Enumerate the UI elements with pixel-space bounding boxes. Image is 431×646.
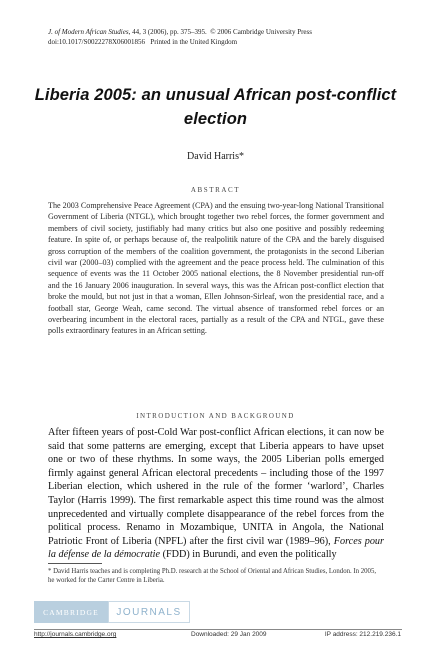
body-tail-text: (FDD) in Burundi, and even the politically <box>160 549 337 561</box>
abstract-text: The 2003 Comprehensive Peace Agreement (CPA) and the ensuing two-year-long National Transitional Government of Liberia (NTGL), which brought together two rebel forces, the former government and members of civil society, justifiably had many critics but also one positive and possibly redeeming feature. In spite of, or perhaps because of, the realpolitik nature of the CPA and the barely disguised gross corruption of the members of the coalition government, the protagonists in the second Liberian civil war (2000–03) complied with the agreement and the peace process held. The culmination of this sequence of events was the 11 October 2005 national elections, the 8 November presidential run-off and the 16 January 2006 inauguration. In several ways, this was the African post-conflict election that broke the mould, but not just in that a woman, Ellen Johnson-Sirleaf, won the presidential race, and a football star, George Weah, came second. The virtual absence of transformed rebel forces or an overbearing incumbent in the electoral races, partially as a result of the CPA and NTGL, gave these polls extraordinary features in an African setting. <box>48 201 384 336</box>
journal-citation: , 44, 3 (2006), pp. 375–395. <box>128 28 207 36</box>
journals-link[interactable]: http://journals.cambridge.org <box>34 631 117 638</box>
section-heading: INTRODUCTION AND BACKGROUND <box>136 412 295 420</box>
journal-name: J. of Modern African Studies <box>48 28 129 36</box>
abstract-heading: ABSTRACT <box>190 186 241 194</box>
logo-cambridge: CAMBRIDGE <box>34 601 108 623</box>
doi-text: doi:10.1017/S0022278X06001856 <box>48 37 146 46</box>
logo-journals: JOURNALS <box>108 601 190 623</box>
cambridge-journals-logo <box>34 601 214 623</box>
body-main-text: After fifteen years of post-Cold War post-conflict African elections, it can now be said that some patterns are emerging, except that Liberia appears to have upset one or two of these rhythms. In some ways, the 2005 Liberian polls emerged firmly against general African electoral precedents – including those of the 1997 Liberian election, which ushered in the rule of the former ‘warlord’, Charles Taylor (Harris 1999). The first remarkable aspect this time round was the almost unprecedented and virtually complete disappearance of the rebel forces from the political process. Renamo in Mozambique, UNITA in Angola, the National Patriotic Front of Liberia (NPFL) after the first civil war (1989–96), <box>48 427 384 547</box>
header-line-2 <box>48 38 388 48</box>
body-italic-text: Forces pour la défense de la démocratie <box>48 535 384 561</box>
author-name: David Harris* <box>187 151 244 162</box>
printed-notice: Printed in the United Kingdom <box>150 37 238 46</box>
body-paragraph <box>48 426 384 562</box>
download-date: Downloaded: 29 Jan 2009 <box>191 631 267 638</box>
footer-rule <box>34 629 402 630</box>
header-line-1 <box>48 28 388 38</box>
journal-header <box>48 28 388 47</box>
ip-address: IP address: 212.219.236.1 <box>324 631 401 638</box>
footnote-text: * David Harris teaches and is completing Ph.D. research at the School of Oriental and African Studies, London. In 2005, he worked for the Carter Centre in Liberia. <box>48 568 377 585</box>
footnote-rule <box>48 563 102 564</box>
article-title: Liberia 2005: an unusual African post-conflict election <box>34 86 397 128</box>
copyright-notice: © 2006 Cambridge University Press <box>210 28 312 36</box>
